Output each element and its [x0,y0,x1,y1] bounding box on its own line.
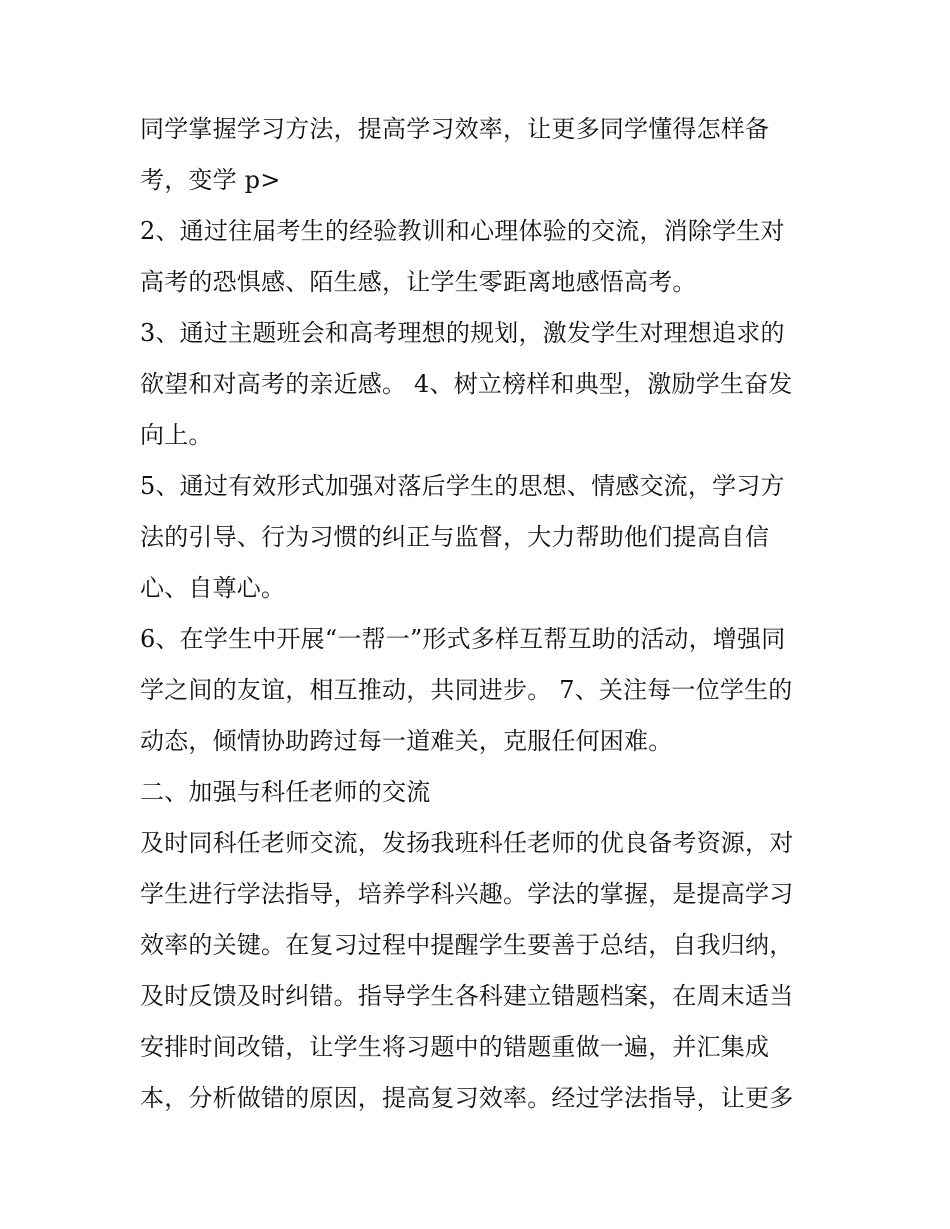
text-line: 6、在学生中开展“一帮一”形式多样互帮互助的活动，增强同 [140,625,786,653]
text-line: 及时反馈及时纠错。指导学生各科建立错题档案，在周末适当 [140,982,794,1010]
text-line: 安排时间改错，让学生将习题中的错题重做一遍，并汇集成 [140,1033,770,1061]
text-line: 5、通过有效形式加强对落后学生的思想、情感交流，学习方 [140,472,785,500]
text-line: 高考的恐惧感、陌生感，让学生零距离地感悟高考。 [140,268,697,296]
text-line: 考，变学 p> [140,166,281,194]
text-line: 心、自尊心。 [140,574,286,602]
text-line: 2、通过往届考生的经验教训和心理体验的交流，消除学生对 [140,217,785,245]
text-line: 向上。 [140,421,213,449]
text-line: 法的引导、行为习惯的纠正与监督，大力帮助他们提高自信 [140,523,770,551]
body-text [140,104,820,1124]
text-line: 学之间的友谊，相互推动，共同进步。 7、关注每一位学生的 [140,676,793,704]
section-heading: 二、加强与科任老师的交流 [140,778,431,806]
text-line: 本，分析做错的原因，提高复习效率。经过学法指导，让更多 [140,1084,794,1112]
text-line: 动态，倾情协助跨过每一道难关，克服任何困难。 [140,727,673,755]
text-line: 学生进行学法指导，培养学科兴趣。学法的掌握，是提高学习 [140,880,794,908]
text-line: 欲望和对高考的亲近感。 4、树立榜样和典型，激励学生奋发 [140,370,793,398]
text-line: 及时同科任老师交流，发扬我班科任老师的优良备考资源，对 [140,829,794,857]
text-line: 3、通过主题班会和高考理想的规划，激发学生对理想追求的 [140,319,785,347]
text-line: 效率的关键。在复习过程中提醒学生要善于总结，自我归纳， [140,931,794,959]
text-line: 同学掌握学习方法，提高学习效率，让更多同学懂得怎样备 [140,115,770,143]
